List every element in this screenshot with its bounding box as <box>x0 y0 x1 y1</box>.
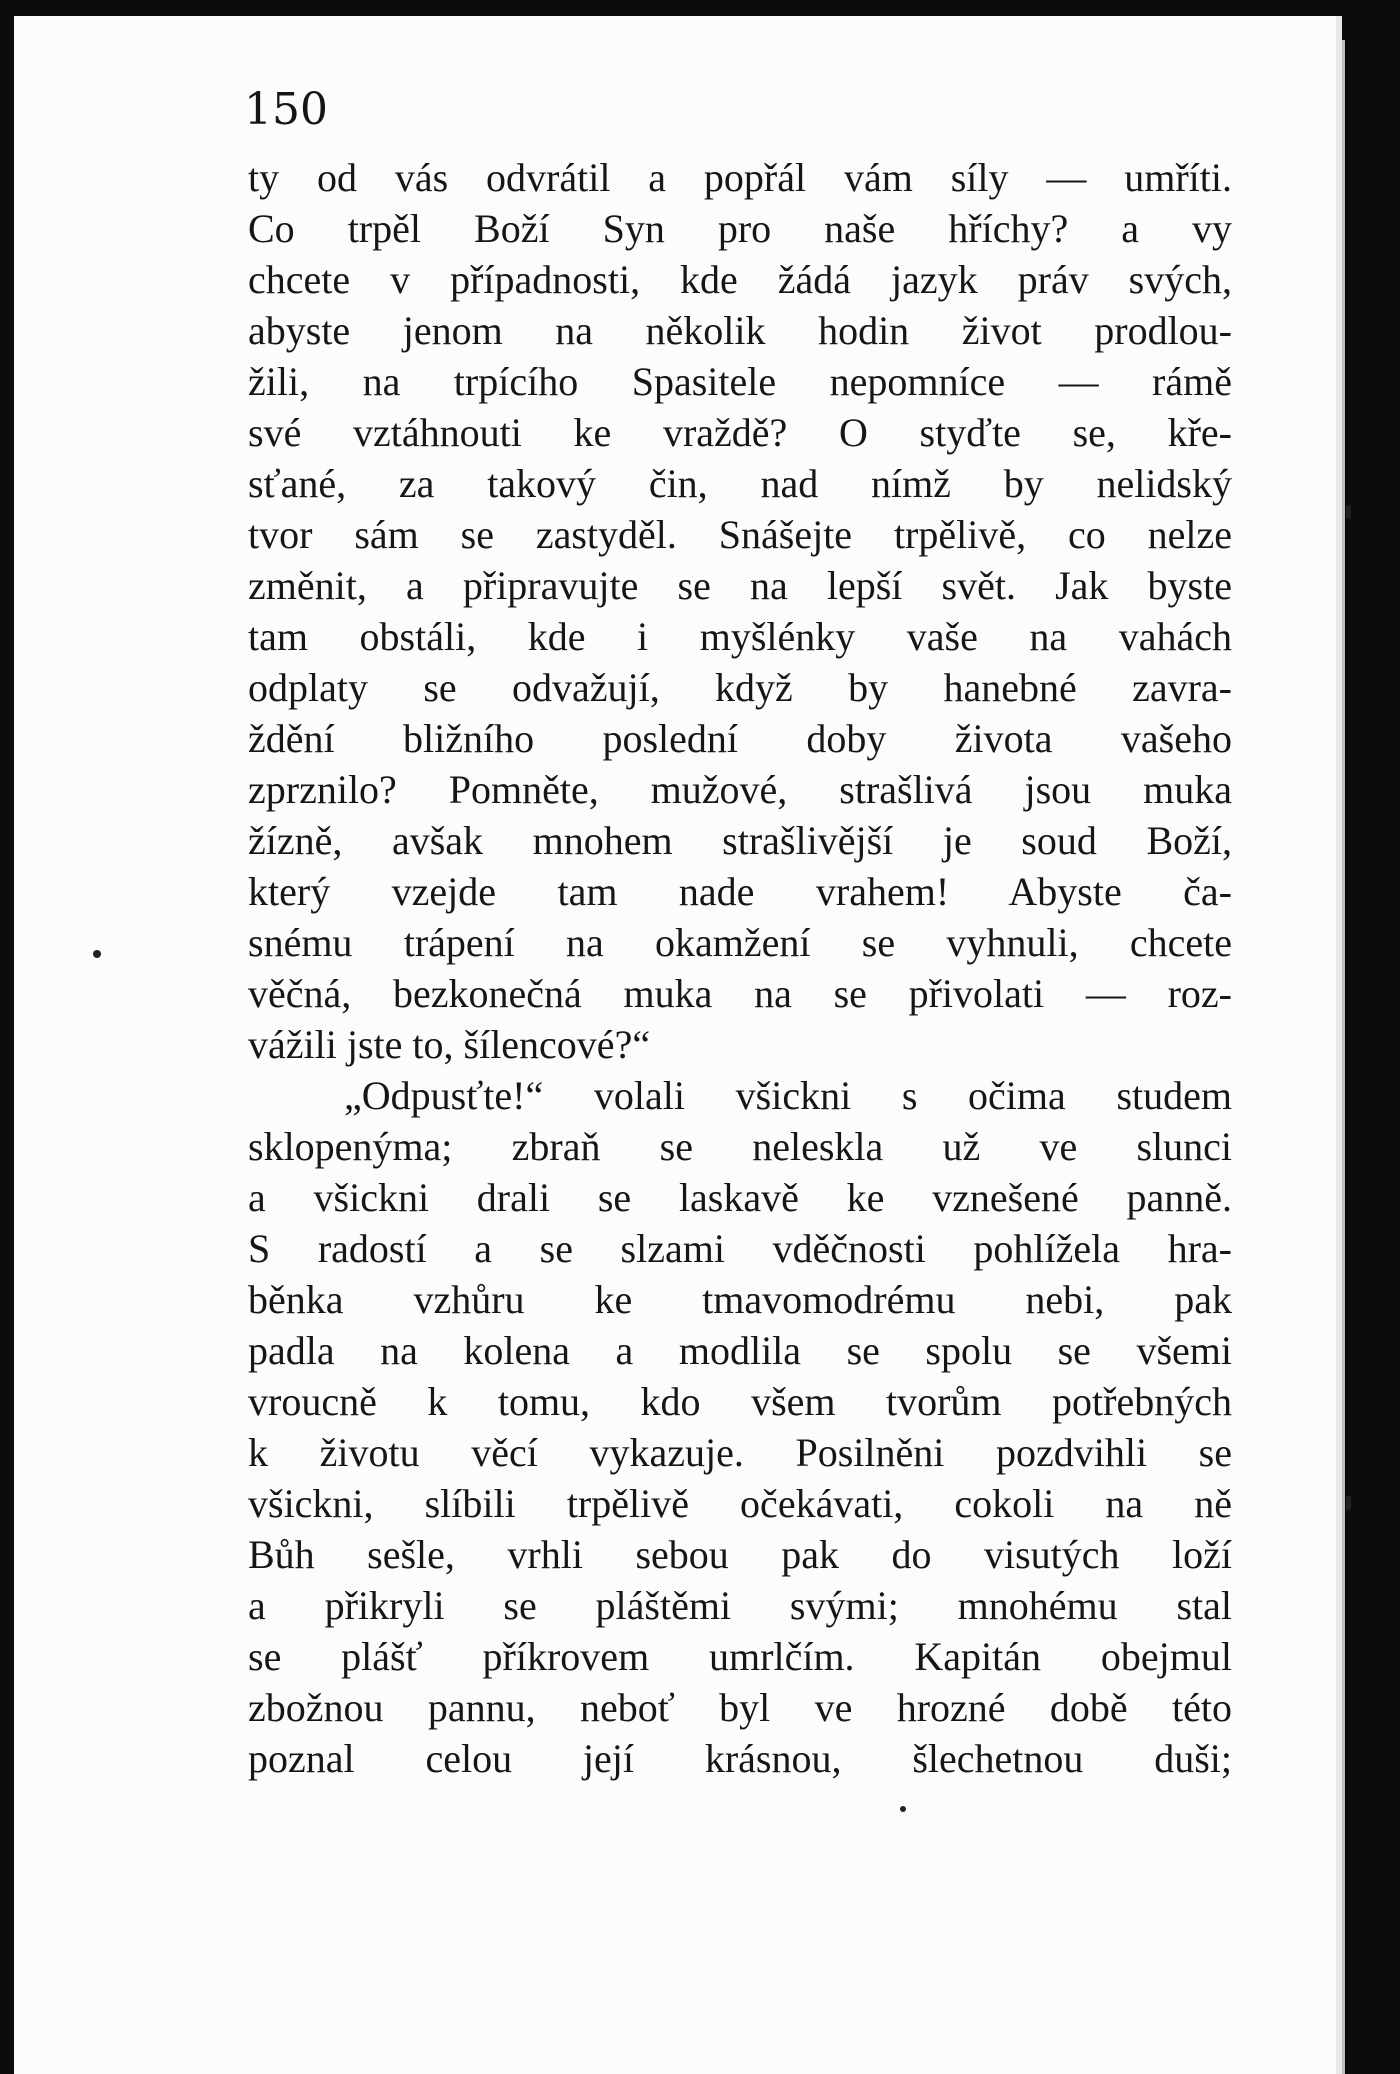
text-line: poznal celou její krásnou, šlechetnou duši; <box>248 1736 1232 1781</box>
scan-speck <box>93 950 101 958</box>
text-line: žízně, avšak mnohem strašlivější je soud Boží, <box>248 818 1232 863</box>
page-edge-line <box>1342 40 1345 2074</box>
text-line: věčná, bezkonečná muka na se přivolati — roz- <box>248 971 1232 1016</box>
text-line: „Odpusťte!“ volali všickni s očima studem <box>344 1073 1232 1118</box>
page-number: 150 <box>244 84 328 135</box>
text-line: změnit, a připravujte se na lepší svět. Jak byste <box>248 563 1232 608</box>
text-line: ždění bližního poslední doby života vašeho <box>248 716 1232 761</box>
scan-speck <box>1346 505 1351 519</box>
text-line: padla na kolena a modlila se spolu se všemi <box>248 1328 1232 1373</box>
text-line: žili, na trpícího Spasitele nepomníce — rámě <box>248 359 1232 404</box>
text-line: chcete v případnosti, kde žádá jazyk práv svých, <box>248 257 1232 302</box>
scan-border-left <box>0 0 14 2074</box>
text-line: S radostí a se slzami vděčnosti pohlížela hra- <box>248 1226 1232 1271</box>
text-line: snému trápení na okamžení se vyhnuli, chcete <box>248 920 1232 965</box>
scan-border-top <box>0 0 1400 16</box>
text-line: běnka vzhůru ke tmavomodrému nebi, pak <box>248 1277 1232 1322</box>
text-line: abyste jenom na několik hodin život prodlou- <box>248 308 1232 353</box>
text-line: k životu věcí vykazuje. Posilněni pozdvihli se <box>248 1430 1232 1475</box>
text-line: a přikryli se pláštěmi svými; mnohému stal <box>248 1583 1232 1628</box>
text-line: sklopenýma; zbraň se neleskla už ve slunci <box>248 1124 1232 1169</box>
text-line: a všickni drali se laskavě ke vznešené panně. <box>248 1175 1232 1220</box>
page-text <box>248 152 1232 1784</box>
text-line: ty od vás odvrátil a popřál vám síly — umříti. <box>248 155 1232 200</box>
scan-speck <box>900 1806 906 1812</box>
text-line: který vzejde tam nade vrahem! Abyste ča- <box>248 869 1232 914</box>
text-line: tvor sám se zastyděl. Snášejte trpělivě, co nelze <box>248 512 1232 557</box>
text-line: zbožnou pannu, neboť byl ve hrozné době této <box>248 1685 1232 1730</box>
text-line: vroucně k tomu, kdo všem tvorům potřebných <box>248 1379 1232 1424</box>
text-line: Bůh sešle, vrhli sebou pak do visutých loží <box>248 1532 1232 1577</box>
text-line: své vztáhnouti ke vraždě? O styďte se, kře- <box>248 410 1232 455</box>
text-line: Co trpěl Boží Syn pro naše hříchy? a vy <box>248 206 1232 251</box>
scan-border-right <box>1336 0 1400 2074</box>
text-line: vážili jste to, šílencové?“ <box>248 1022 651 1067</box>
text-line: sťané, za takový čin, nad nímž by nelidský <box>248 461 1232 506</box>
scan-speck <box>1346 1496 1351 1510</box>
text-line: zprznilo? Pomněte, mužové, strašlivá jsou muka <box>248 767 1232 812</box>
text-line: tam obstáli, kde i myšlénky vaše na vahách <box>248 614 1232 659</box>
text-line: všickni, slíbili trpělivě očekávati, cokoli na ně <box>248 1481 1232 1526</box>
text-line: se plášť příkrovem umrlčím. Kapitán obejmul <box>248 1634 1232 1679</box>
text-line: odplaty se odvažují, když by hanebné zavra- <box>248 665 1232 710</box>
